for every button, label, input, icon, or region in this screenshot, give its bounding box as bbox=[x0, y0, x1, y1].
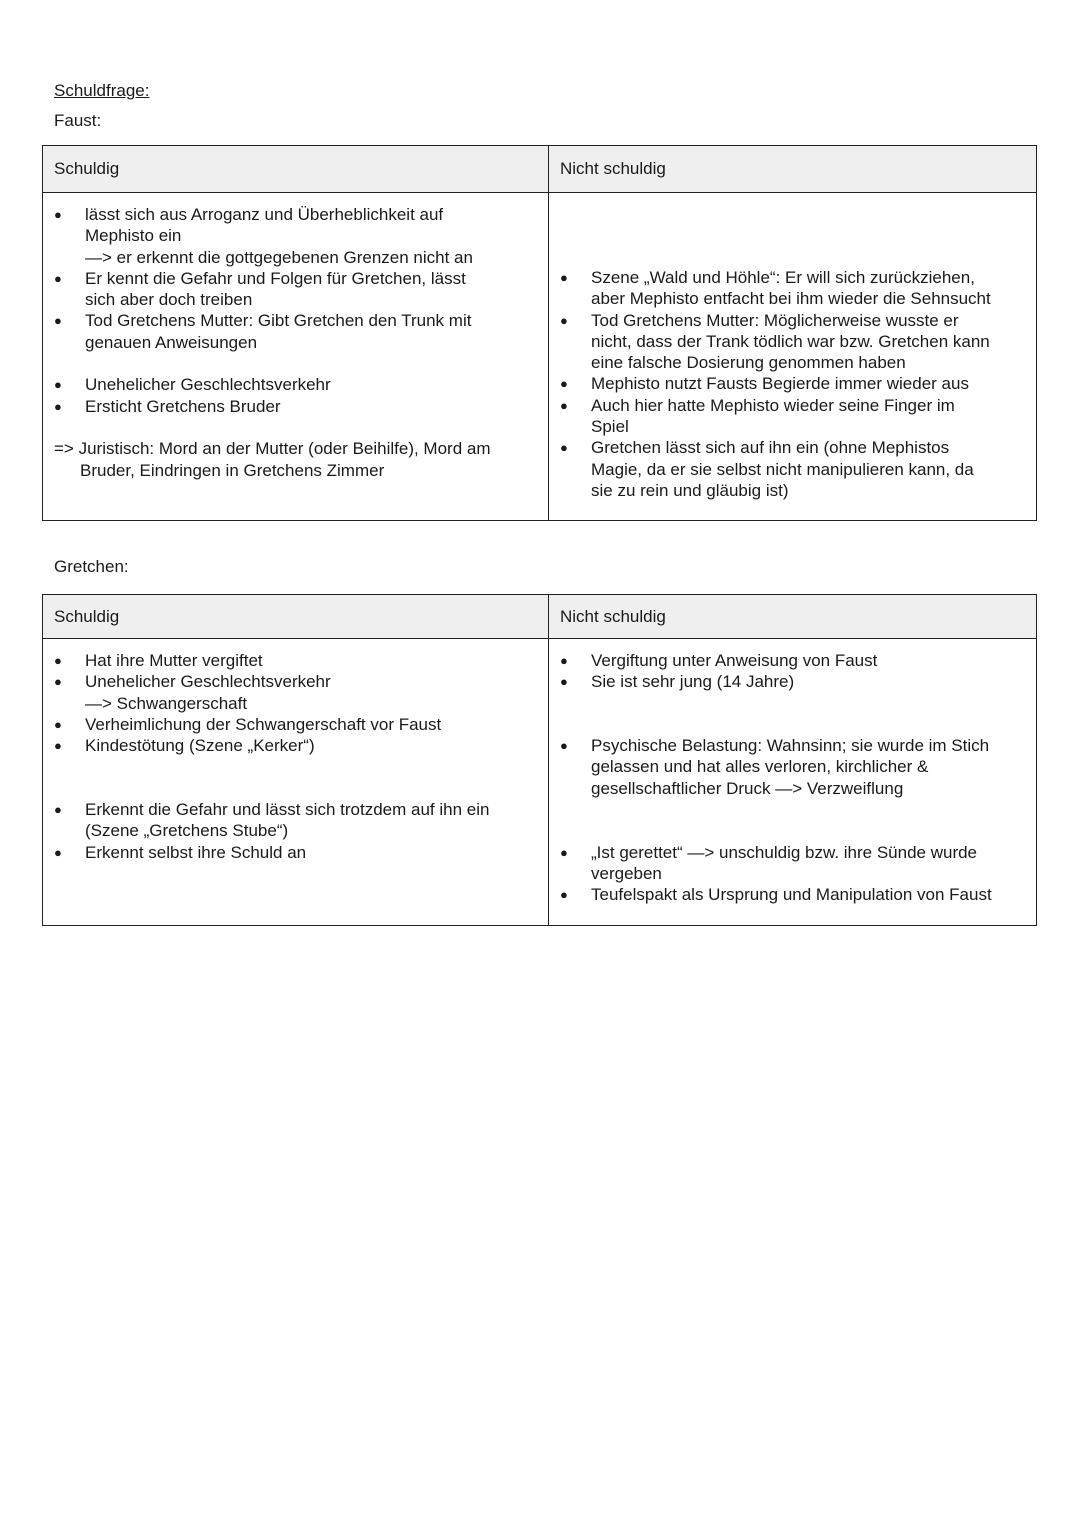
legal-note: => Juristisch: Mord an der Mutter (oder Beihilfe), Mord am Bruder, Eindringen in Gretchens Zimmer bbox=[54, 439, 491, 480]
list-item: ● „Ist gerettet“ —> unschuldig bzw. ihre Sünde wurde vergeben bbox=[560, 842, 978, 883]
list-item: ● Tod Gretchens Mutter: Möglicherweise wusste er nicht, dass der Trank tödlich war bzw. Gretchen kann eine falsche Dosierung genommen haben bbox=[560, 310, 990, 373]
list-item: ● Erkennt selbst ihre Schuld an bbox=[54, 842, 307, 862]
list-item: ● Hat ihre Mutter vergiftet bbox=[54, 651, 263, 670]
bullet-icon: ● bbox=[54, 313, 62, 329]
section-label-faust: Faust: bbox=[54, 111, 102, 130]
list-item: ● Sie ist sehr jung (14 Jahre) bbox=[560, 672, 795, 692]
list-item: ● Tod Gretchens Mutter: Gibt Gretchen den Trunk mit genauen Anweisungen bbox=[54, 311, 472, 352]
bullet-icon: ● bbox=[54, 270, 62, 286]
bullet-icon: ● bbox=[54, 674, 62, 690]
gretchen-table bbox=[42, 594, 1037, 926]
gretchen-guilty-cell bbox=[43, 639, 549, 926]
list-item: ● Ersticht Gretchens Bruder bbox=[54, 396, 281, 416]
bullet-icon: ● bbox=[54, 716, 62, 732]
list-item: ● Unehelicher Geschlechtsverkehr bbox=[54, 375, 331, 395]
bullet-icon: ● bbox=[54, 844, 62, 860]
bullet-icon: ● bbox=[560, 674, 568, 690]
bullet-icon: ● bbox=[560, 312, 568, 328]
list-item: ● lässt sich aus Arroganz und Überheblichkeit auf Mephisto ein —> er erkennt die gottgegebenen Grenzen nicht an bbox=[54, 205, 473, 267]
faust-header-not-guilty: Nicht schuldig bbox=[549, 146, 1037, 193]
list-item: ● Verheimlichung der Schwangerschaft vor Faust bbox=[54, 714, 442, 734]
gretchen-header-guilty: Schuldig bbox=[43, 595, 549, 639]
list-item: ● Unehelicher Geschlechtsverkehr —> Schwangerschaft bbox=[54, 672, 331, 713]
list-item: ● Teufelspakt als Ursprung und Manipulation von Faust bbox=[560, 885, 992, 905]
section-label-gretchen: Gretchen: bbox=[54, 557, 129, 576]
bullet-icon: ● bbox=[54, 377, 62, 393]
bullet-icon: ● bbox=[54, 398, 62, 414]
bullet-icon: ● bbox=[560, 397, 568, 413]
page-title: Schuldfrage: bbox=[54, 81, 150, 100]
list-item: ● Er kennt die Gefahr und Folgen für Gretchen, lässt sich aber doch treiben bbox=[54, 268, 466, 310]
list-item: ● Kindestötung (Szene „Kerker“) bbox=[54, 736, 315, 756]
list-item: ● Vergiftung unter Anweisung von Faust bbox=[560, 651, 878, 670]
list-item: ● Erkennt die Gefahr und lässt sich trotzdem auf ihn ein (Szene „Gretchens Stube“) bbox=[54, 800, 490, 841]
faust-guilty-cell bbox=[43, 193, 549, 521]
faust-not-guilty-cell bbox=[549, 193, 1037, 521]
bullet-icon: ● bbox=[54, 802, 62, 818]
bullet-icon: ● bbox=[560, 844, 568, 860]
bullet-icon: ● bbox=[560, 653, 568, 668]
bullet-icon: ● bbox=[54, 207, 62, 222]
bullet-icon: ● bbox=[560, 376, 568, 392]
bullet-icon: ● bbox=[54, 653, 62, 668]
bullet-icon: ● bbox=[560, 440, 568, 456]
bullet-icon: ● bbox=[560, 738, 568, 754]
bullet-icon: ● bbox=[560, 270, 568, 285]
list-item: ● Gretchen lässt sich auf ihn ein (ohne Mephistos Magie, da er sie selbst nicht manipulieren kann, da sie zu rein und gläubig ist) bbox=[560, 438, 974, 500]
faust-table bbox=[42, 145, 1037, 521]
bullet-icon: ● bbox=[560, 887, 568, 903]
gretchen-not-guilty-cell bbox=[549, 639, 1037, 926]
bullet-icon: ● bbox=[54, 738, 62, 754]
list-item: ● Psychische Belastung: Wahnsinn; sie wurde im Stich gelassen und hat alles verloren, kirchlicher & gesellschaftlicher Druck —> Verzweiflung bbox=[560, 736, 990, 798]
list-item: ● Mephisto nutzt Fausts Begierde immer wieder aus bbox=[560, 374, 969, 394]
list-item: ● Auch hier hatte Mephisto wieder seine Finger im Spiel bbox=[560, 395, 955, 437]
faust-header-guilty: Schuldig bbox=[43, 146, 549, 193]
gretchen-header-not-guilty: Nicht schuldig bbox=[549, 595, 1037, 639]
list-item: ● Szene „Wald und Höhle“: Er will sich zurückziehen, aber Mephisto entfacht bei ihm wieder die Sehnsucht bbox=[560, 268, 991, 309]
